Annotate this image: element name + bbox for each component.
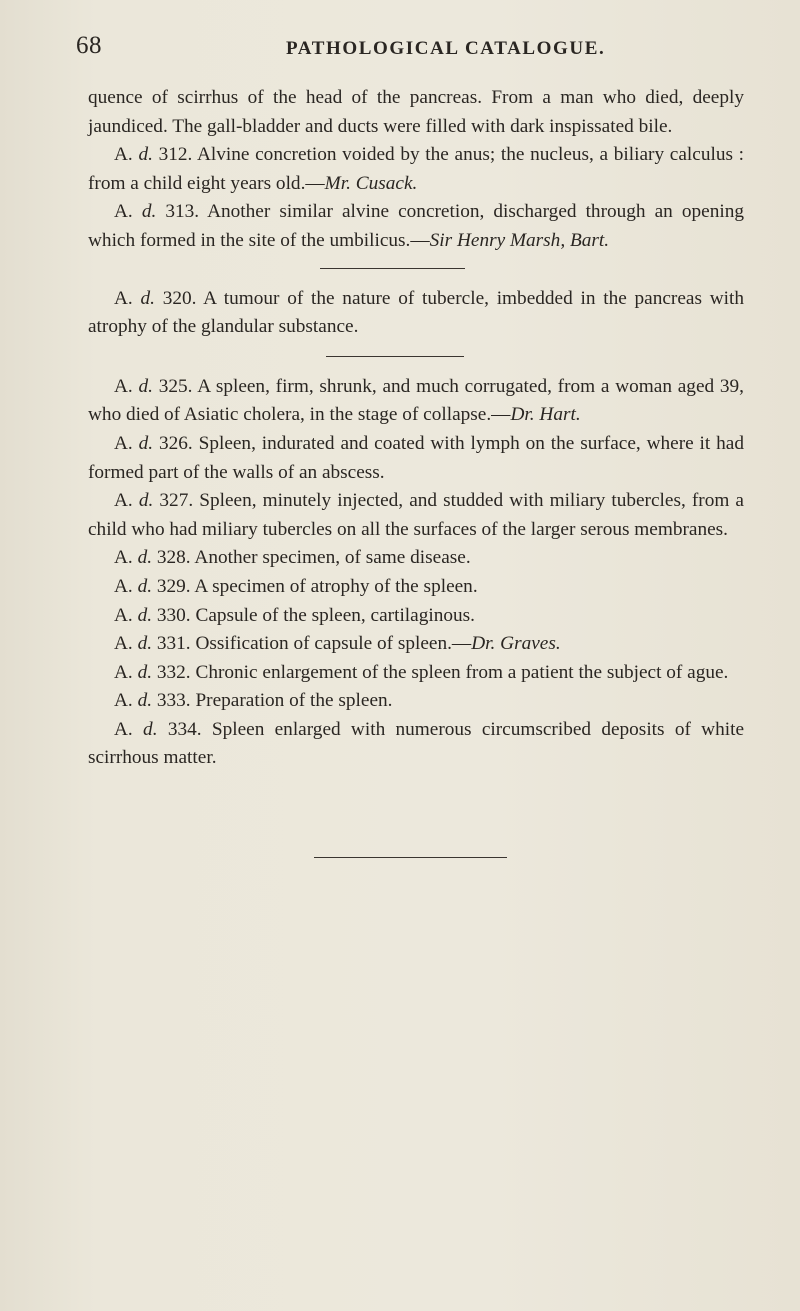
entry-text: Capsule of the spleen, cartilaginous.	[195, 604, 475, 626]
entry-number: 328.	[156, 547, 191, 569]
entry-number: 320.	[162, 287, 197, 309]
page-number: 68	[76, 32, 102, 59]
entry-section-letter: d.	[137, 633, 153, 655]
entry-text: Alvine concretion voided by the anus; the nucleus, a biliary calculus : from a child eight years old.—	[88, 144, 744, 194]
entry-lead: A.	[114, 547, 133, 569]
entry-number: 330.	[156, 604, 191, 626]
entry-text: Another specimen, of same disease.	[194, 547, 471, 569]
entry-section-letter: d.	[138, 432, 154, 454]
entry-number: 331.	[156, 633, 191, 655]
entry-section-letter: d.	[137, 690, 153, 712]
entry-number: 313.	[165, 201, 200, 223]
entry-a-d-326	[88, 430, 744, 487]
entry-section-letter: d.	[143, 718, 158, 740]
entry-text: A spleen, firm, shrunk, and much corrugated, from a woman aged 39, who died of Asiatic cholera, in the stage of collapse.—	[88, 375, 745, 426]
entry-section-letter: d.	[138, 375, 153, 397]
entry-text: Another similar alvine concretion, discharged through an opening which formed in the site of the umbilicus.—	[88, 201, 744, 251]
entry-text: Spleen, indurated and coated with lymph on the surface, where it had formed part of the walls of an abscess.	[88, 432, 744, 483]
section-divider	[326, 356, 464, 357]
entry-section-letter: d.	[137, 575, 153, 597]
entry-a-d-320	[88, 285, 744, 342]
entry-a-d-334	[88, 716, 744, 773]
entry-continuation	[88, 84, 744, 141]
entry-a-d-331	[88, 630, 744, 659]
entry-a-d-312	[88, 141, 744, 198]
entry-a-d-333	[88, 687, 744, 716]
entry-donor: Dr. Graves.	[471, 633, 561, 655]
entry-section-letter: d.	[137, 661, 153, 683]
entry-number: 312.	[158, 144, 193, 166]
entry-a-d-330	[88, 602, 744, 631]
entry-a-d-313	[88, 198, 744, 255]
entry-number: 329.	[156, 575, 191, 597]
entry-text: A tumour of the nature of tubercle, imbedded in the pancreas with atrophy of the glandular substance.	[88, 287, 744, 338]
entry-text: Spleen enlarged with numerous circumscribed deposits of white scirrhous matter.	[88, 718, 745, 769]
entry-lead: A.	[114, 144, 133, 166]
entry-number: 327.	[159, 490, 194, 512]
entry-lead: A.	[114, 432, 133, 454]
entry-section-letter: d.	[140, 287, 155, 309]
entry-text: Ossification of capsule of spleen.—	[195, 633, 472, 655]
entry-lead: A.	[114, 661, 133, 683]
entry-number: 334.	[167, 718, 202, 740]
entry-text: Spleen, minutely injected, and studded with miliary tubercles, from a child who had miliary tubercles on all the surfaces of the larger serous membranes.	[88, 490, 744, 540]
entry-section-letter: d.	[138, 144, 153, 166]
entry-a-d-325	[88, 373, 744, 430]
entry-text: A specimen of atrophy of the spleen.	[194, 575, 478, 597]
entry-section-letter: d.	[138, 490, 154, 512]
entry-number: 333.	[156, 690, 191, 712]
entry-lead: A.	[114, 490, 133, 512]
entry-lead: A.	[114, 690, 133, 712]
entry-lead: A.	[114, 604, 133, 626]
entry-a-d-332	[88, 659, 744, 688]
entry-lead: A.	[114, 375, 133, 397]
entry-lead: A.	[114, 575, 133, 597]
end-divider	[314, 857, 507, 858]
entry-lead: A.	[114, 287, 133, 309]
entry-donor: Mr. Cusack.	[324, 172, 418, 194]
catalogue-body	[88, 84, 744, 858]
entry-text: quence of scirrhus of the head of the pancreas. From a man who died, deeply jaundiced. The gall-bladder and ducts were filled with dark inspissated bile.	[88, 87, 744, 137]
entry-number: 326.	[158, 432, 193, 454]
entry-donor: Dr. Hart.	[510, 404, 581, 426]
entry-text: Chronic enlargement of the spleen from a patient the subject of ague.	[195, 661, 729, 683]
entry-number: 325.	[158, 375, 193, 397]
entry-a-d-327	[88, 487, 744, 544]
entry-text: Preparation of the spleen.	[195, 690, 393, 712]
entry-number: 332.	[156, 661, 191, 683]
page-header	[76, 32, 760, 66]
entry-lead: A.	[114, 718, 133, 740]
entry-a-d-329	[88, 573, 744, 602]
entry-a-d-328	[88, 544, 744, 573]
running-head: PATHOLOGICAL CATALOGUE.	[286, 38, 606, 59]
entry-donor: Sir Henry Marsh, Bart.	[429, 229, 610, 251]
entry-section-letter: d.	[141, 201, 157, 223]
section-divider	[320, 268, 465, 269]
entry-lead: A.	[114, 633, 133, 655]
entry-lead: A.	[114, 201, 133, 223]
entry-section-letter: d.	[137, 604, 153, 626]
entry-section-letter: d.	[137, 547, 153, 569]
